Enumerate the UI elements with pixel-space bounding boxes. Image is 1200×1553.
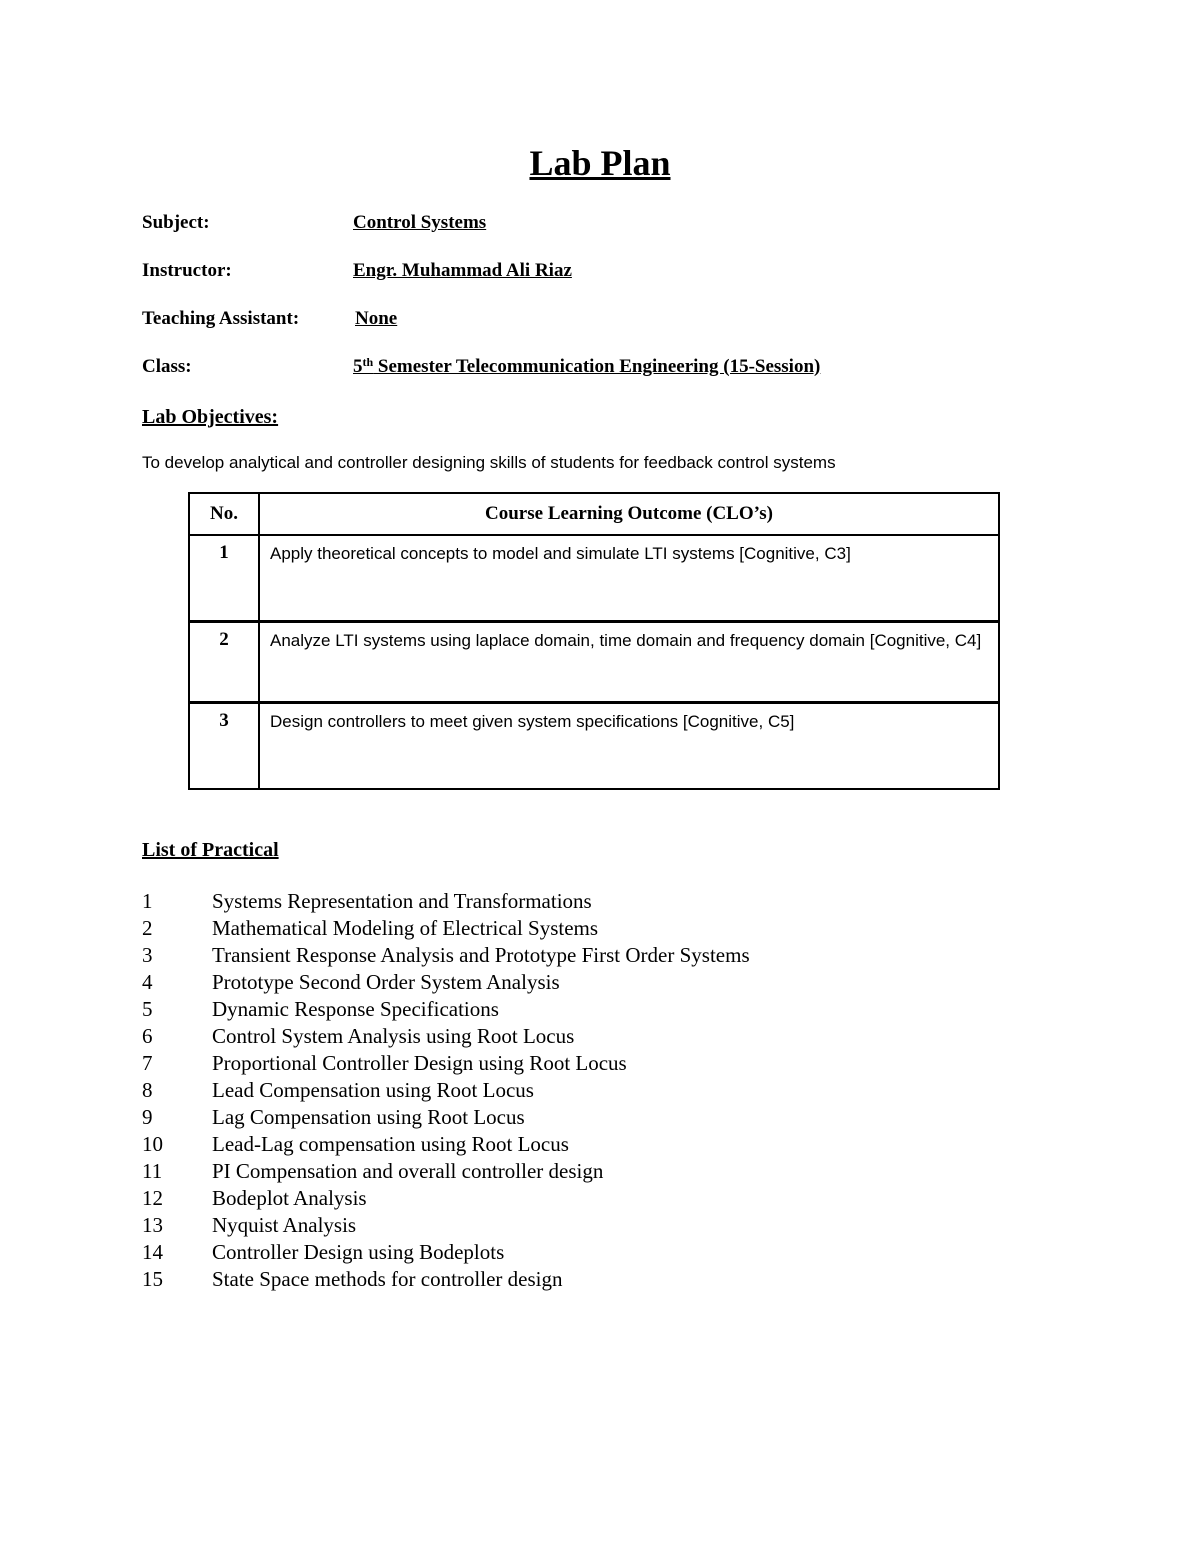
practicals-list [142, 888, 750, 1293]
list-item [142, 1212, 750, 1239]
practical-number: 8 [142, 1078, 153, 1102]
practical-title: Control System Analysis using Root Locus [212, 1024, 575, 1048]
list-item [142, 888, 750, 915]
clo-number: 2 [189, 622, 259, 703]
clo-table-header-row [189, 493, 999, 535]
practical-title: Controller Design using Bodeplots [212, 1240, 505, 1264]
ta-label: Teaching Assistant: [142, 308, 300, 329]
clo-outcome: Analyze LTI systems using laplace domain, time domain and frequency domain [Cognitive, C4] [259, 622, 999, 703]
page-title: Lab Plan [529, 143, 671, 183]
list-item [142, 1131, 750, 1158]
objectives-text: To develop analytical and controller designing skills of students for feedback control systems [142, 453, 836, 472]
instructor-label: Instructor: [142, 260, 232, 281]
practical-title: Prototype Second Order System Analysis [212, 970, 560, 994]
list-item [142, 1023, 750, 1050]
table-row [189, 535, 999, 622]
practical-number: 5 [142, 997, 153, 1021]
list-item [142, 1158, 750, 1185]
practical-title: Lead Compensation using Root Locus [212, 1078, 534, 1102]
list-item [142, 1239, 750, 1266]
instructor-value: Engr. Muhammad Ali Riaz [353, 260, 572, 281]
class-ordinal-suffix: th [362, 355, 374, 369]
practical-title: Transient Response Analysis and Prototype First Order Systems [212, 943, 750, 967]
practical-number: 12 [142, 1186, 163, 1210]
class-number: 5 [353, 356, 363, 377]
practical-title: Dynamic Response Specifications [212, 997, 499, 1021]
practical-number: 14 [142, 1240, 163, 1264]
practical-number: 11 [142, 1159, 163, 1183]
practicals-heading: List of Practical [142, 839, 279, 861]
class-label: Class: [142, 356, 192, 377]
clo-outcome: Apply theoretical concepts to model and simulate LTI systems [Cognitive, C3] [259, 535, 999, 622]
list-item [142, 1185, 750, 1212]
subject-label: Subject: [142, 212, 210, 233]
class-description: Semester Telecommunication Engineering (15-Session) [373, 356, 821, 377]
objectives-heading: Lab Objectives: [142, 406, 279, 428]
practical-title: Lead-Lag compensation using Root Locus [212, 1132, 569, 1156]
practical-number: 6 [142, 1024, 153, 1048]
clo-header-number: No. [189, 493, 259, 535]
list-item [142, 1050, 750, 1077]
practical-title: Lag Compensation using Root Locus [212, 1105, 525, 1129]
list-item [142, 915, 750, 942]
practical-number: 13 [142, 1213, 163, 1237]
practical-number: 1 [142, 889, 153, 913]
practical-title: Nyquist Analysis [212, 1213, 357, 1237]
clo-number: 3 [189, 703, 259, 790]
list-item [142, 1266, 750, 1293]
practical-title: State Space methods for controller design [212, 1267, 563, 1291]
subject-value: Control Systems [353, 212, 487, 233]
clo-table [188, 492, 1000, 790]
clo-number: 1 [189, 535, 259, 622]
practical-number: 7 [142, 1051, 153, 1075]
clo-outcome: Design controllers to meet given system specifications [Cognitive, C5] [259, 703, 999, 790]
table-row [189, 703, 999, 790]
table-row [189, 622, 999, 703]
practical-number: 9 [142, 1105, 153, 1129]
list-item [142, 1077, 750, 1104]
practical-title: Systems Representation and Transformations [212, 889, 592, 913]
practical-number: 15 [142, 1267, 163, 1291]
practical-title: Mathematical Modeling of Electrical Systems [212, 916, 599, 940]
practical-number: 10 [142, 1132, 163, 1156]
practical-number: 4 [142, 970, 153, 994]
practical-title: PI Compensation and overall controller design [212, 1159, 604, 1183]
class-value [353, 356, 820, 378]
practical-title: Proportional Controller Design using Root Locus [212, 1051, 627, 1075]
list-item [142, 942, 750, 969]
practical-title: Bodeplot Analysis [212, 1186, 367, 1210]
list-item [142, 996, 750, 1023]
practical-number: 3 [142, 943, 153, 967]
list-item [142, 969, 750, 996]
list-item [142, 1104, 750, 1131]
ta-value: None [355, 308, 398, 329]
clo-header-outcome: Course Learning Outcome (CLO’s) [259, 493, 999, 535]
practical-number: 2 [142, 916, 153, 940]
